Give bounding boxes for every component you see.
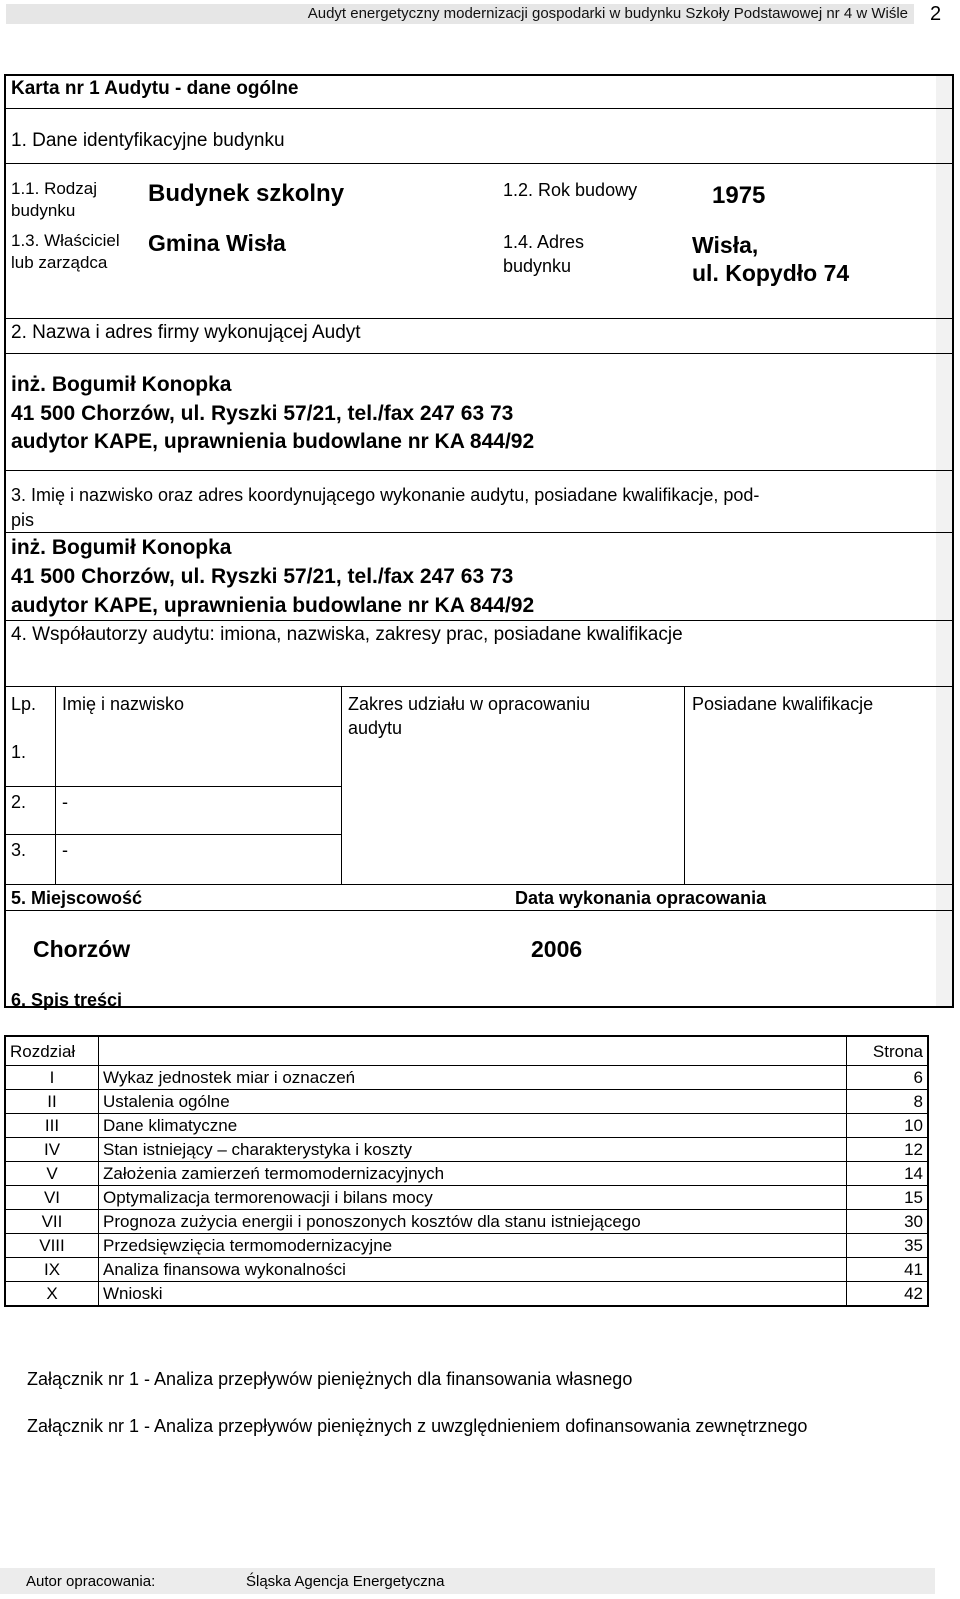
divider	[4, 532, 954, 533]
section4-title: 4. Współautorzy audytu: imiona, nazwiska, zakresy prac, posiadane kwalifikacje	[11, 624, 683, 645]
toc-chapter-num: VIII	[5, 1234, 99, 1258]
toc-chapter-page: 30	[847, 1210, 929, 1234]
toc-chapter-num: V	[5, 1162, 99, 1186]
divider	[4, 620, 954, 621]
col-qualifications: Posiadane kwalifikacje	[692, 694, 874, 714]
firm-credentials: audytor KAPE, uprawnienia budowlane nr KA 844/92	[11, 430, 535, 453]
toc-row	[5, 1186, 928, 1210]
coauthor-name: -	[62, 840, 68, 860]
toc-chapter-num: VII	[5, 1210, 99, 1234]
col-name: Imię i nazwisko	[62, 694, 185, 714]
label-address: 1.4. Adres budynku	[503, 232, 585, 276]
page-number: 2	[930, 3, 942, 25]
coauthor-name: -	[62, 792, 68, 812]
attachment-line: Załącznik nr 1 - Analiza przepływów pieniężnych z uwzględnieniem dofinansowania zewnętrznego	[27, 1416, 808, 1436]
toc-header-row	[5, 1036, 928, 1066]
toc-row	[5, 1258, 928, 1282]
section1-title: 1. Dane identyfikacyjne budynku	[11, 130, 285, 151]
col-lp: Lp.	[11, 694, 37, 714]
divider	[4, 163, 954, 164]
toc-chapter-title: Prognoza zużycia energii i ponoszonych kosztów dla stanu istniejącego	[99, 1210, 847, 1234]
coordinator-name: inż. Bogumił Konopka	[11, 536, 232, 559]
toc-row	[5, 1138, 928, 1162]
value-address-line2: ul. Kopydło 74	[692, 260, 850, 286]
document-header-title: Audyt energetyczny modernizacji gospodarki w budynku Szkoły Podstawowej nr 4 w Wiśle	[307, 5, 908, 22]
table-of-contents	[4, 1035, 929, 1307]
section3-title-line2: pis	[11, 510, 35, 530]
footer-author-value: Śląska Agencja Energetyczna	[246, 1573, 445, 1590]
value-build-year: 1975	[712, 182, 766, 209]
label-place: 5. Miejscowość	[11, 888, 143, 908]
value-place: Chorzów	[33, 936, 131, 962]
toc-row	[5, 1114, 928, 1138]
coauthor-lp: 3.	[11, 840, 27, 860]
toc-chapter-page: 12	[847, 1138, 929, 1162]
toc-chapter-title: Założenia zamierzeń termomodernizacyjnych	[99, 1162, 847, 1186]
table-col-line	[55, 686, 56, 884]
value-owner: Gmina Wisła	[148, 230, 286, 256]
toc-chapter-title: Wykaz jednostek miar i oznaczeń	[99, 1066, 847, 1090]
toc-chapter-page: 14	[847, 1162, 929, 1186]
divider	[4, 353, 954, 354]
toc-chapter-num: X	[5, 1282, 99, 1307]
coordinator-address: 41 500 Chorzów, ul. Ryszki 57/21, tel./fax 247 63 73	[11, 565, 514, 588]
toc-row	[5, 1090, 928, 1114]
toc-row	[5, 1234, 928, 1258]
section2-title: 2. Nazwa i adres firmy wykonującej Audyt	[11, 322, 361, 343]
toc-chapter-num: I	[5, 1066, 99, 1090]
label-build-year: 1.2. Rok budowy	[503, 180, 638, 200]
firm-name: inż. Bogumił Konopka	[11, 373, 232, 396]
section6-title: 6. Spis treści	[11, 990, 123, 1010]
coauthor-lp: 2.	[11, 792, 27, 812]
toc-chapter-page: 42	[847, 1282, 929, 1307]
toc-chapter-num: VI	[5, 1186, 99, 1210]
divider	[4, 470, 954, 471]
divider	[4, 910, 954, 911]
toc-chapter-num: II	[5, 1090, 99, 1114]
toc-chapter-page: 8	[847, 1090, 929, 1114]
toc-col-page: Strona	[847, 1036, 929, 1066]
table-col-line	[341, 686, 342, 884]
firm-address: 41 500 Chorzów, ul. Ryszki 57/21, tel./fax 247 63 73	[11, 402, 514, 425]
toc-row	[5, 1210, 928, 1234]
toc-chapter-num: IV	[5, 1138, 99, 1162]
table-col-line	[684, 686, 685, 884]
card-title: Karta nr 1 Audytu - dane ogólne	[11, 78, 299, 99]
toc-col-title	[99, 1036, 847, 1066]
toc-chapter-title: Optymalizacja termorenowacji i bilans mocy	[99, 1186, 847, 1210]
attachment-line: Załącznik nr 1 - Analiza przepływów pieniężnych dla finansowania własnego	[27, 1369, 633, 1389]
toc-chapter-title: Dane klimatyczne	[99, 1114, 847, 1138]
toc-chapter-title: Przedsięwzięcia termomodernizacyjne	[99, 1234, 847, 1258]
table-row-line	[4, 786, 342, 787]
toc-chapter-title: Ustalenia ogólne	[99, 1090, 847, 1114]
coordinator-credentials: audytor KAPE, uprawnienia budowlane nr KA 844/92	[11, 594, 535, 617]
value-building-type: Budynek szkolny	[148, 180, 345, 207]
toc-chapter-page: 10	[847, 1114, 929, 1138]
table-row-line	[4, 834, 342, 835]
divider	[4, 318, 954, 319]
divider	[4, 686, 954, 687]
divider	[4, 884, 954, 885]
value-date: 2006	[531, 936, 583, 962]
toc-chapter-num: IX	[5, 1258, 99, 1282]
toc-chapter-title: Wnioski	[99, 1282, 847, 1307]
toc-row	[5, 1282, 928, 1307]
toc-chapter-num: III	[5, 1114, 99, 1138]
toc-chapter-page: 15	[847, 1186, 929, 1210]
value-address-line1: Wisła,	[692, 232, 759, 258]
toc-chapter-page: 35	[847, 1234, 929, 1258]
toc-chapter-title: Analiza finansowa wykonalności	[99, 1258, 847, 1282]
coauthor-lp: 1.	[11, 742, 27, 762]
label-date: Data wykonania opracowania	[515, 888, 767, 908]
col-scope: Zakres udziału w opracowaniu	[348, 694, 591, 714]
toc-chapter-page: 6	[847, 1066, 929, 1090]
divider	[4, 108, 954, 109]
col-scope-2: audytu	[348, 718, 403, 738]
toc-col-chapter: Rozdział	[5, 1036, 99, 1066]
label-owner: 1.3. Właściciel lub zarządca	[11, 231, 120, 272]
toc-row	[5, 1066, 928, 1090]
side-strip	[936, 76, 952, 1006]
toc-row	[5, 1162, 928, 1186]
section3-title-line1: 3. Imię i nazwisko oraz adres koordynującego wykonanie audytu, posiadane kwalifikacje, pod-	[11, 485, 760, 505]
toc-chapter-page: 41	[847, 1258, 929, 1282]
label-building-type: 1.1. Rodzaj budynku	[11, 179, 97, 220]
toc-chapter-title: Stan istniejący – charakterystyka i koszty	[99, 1138, 847, 1162]
footer-author-label: Autor opracowania:	[26, 1573, 156, 1590]
